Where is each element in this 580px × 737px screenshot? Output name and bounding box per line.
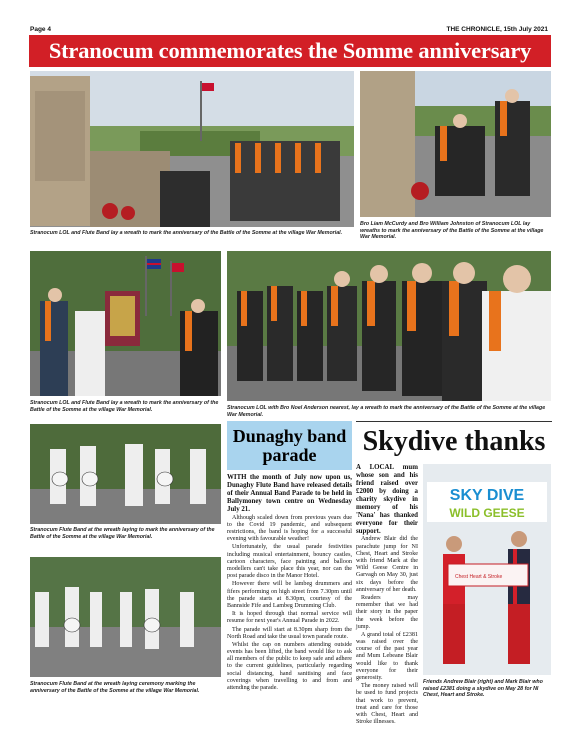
skydive-title: Skydive thanks: [362, 426, 546, 457]
dunaghy-title-box: [227, 421, 352, 470]
skydive-para: The money raised will be used to fund projects that work to prevent, treat and care for those with Chest, Heart and Stroke illnesses.: [356, 683, 418, 726]
dunaghy-para: It is hoped through that normal service will resume for next year's Annual Parade in 2022.: [227, 611, 352, 625]
caption-3: Stranocum LOL and Flute Band lay a wreath to mark the anniversary of the Battle of the Somme at the village War Memorial.: [30, 400, 219, 413]
masthead: THE CHRONICLE, 15th July 2021: [446, 26, 548, 33]
photo-lol-line: [227, 251, 551, 401]
photo-skydive-cheque: [423, 464, 551, 675]
caption-6: Stranocum Flute Band at the wreath laying ceremony marking the anniversary of the Battle of the Somme at the village War Memorial.: [30, 681, 200, 694]
photo-band-banner: [30, 251, 221, 396]
photo-flute-band-ceremony: [30, 557, 221, 677]
dunaghy-para: Whilst the cap on numbers attending outside events has been lifted, the band would like to ask all members of the public to keep safe and adhere to the current guidelines, particularly regarding social distancing, hand sanitising and face coverings when travelling to and from and attending the parade.: [227, 641, 352, 691]
skydive-title-box: [356, 423, 552, 461]
caption-4: Stranocum LOL with Bro Noel Anderson nearest, lay a wreath to mark the anniversary of the Battle of the Somme at the village War Memorial.: [227, 405, 546, 418]
photo-memorial-wreath: [30, 71, 354, 227]
dunaghy-para: The parade will start at 8.30pm sharp from the North Road and take the usual town parade route.: [227, 626, 352, 640]
skydive-para: Readers may remember that we had their story in the paper the week before the jump.: [356, 594, 418, 630]
skydive-lead: A LOCAL mum whose son and his friend raised over £2000 by doing a charity skydive in memory of his 'Nana' has thanked everyone for their support.: [356, 464, 418, 535]
dunaghy-para: Unfortunately, the usual parade festivities including musical entertainment, bouncy castles, cartoon characters, face painting and balloon modellers can't take place this year, nor can the post parade disco in the Manor Hotel.: [227, 544, 352, 580]
photo-flute-band: [30, 424, 221, 524]
caption-7: Friends Andrew Blair (right) and Mark Blair who raised £2381 doing a skydive on May 28 for NI Chest, Heart and Stroke.: [423, 679, 543, 699]
caption-5: Stranocum Flute Band at the wreath laying to mark the anniversary of the Battle of the Somme at the village War Memorial.: [30, 527, 215, 540]
sign-line-2: WILD GEESE: [449, 506, 525, 520]
dunaghy-para: Although scaled down from previous years due to the Covid 19 pandemic, and subsequent restrictions, the band is hoping for a successful evening with favourable weather!: [227, 514, 352, 543]
caption-2: Bro Liam McCurdy and Bro William Johnston of Stranocum LOL lay wreaths to mark the anniversary of the Battle of the Somme at the village War Memorial.: [360, 221, 544, 241]
dunaghy-lead: WITH the month of July now upon us, Dunaghy Flute Band have released details of their Annual Band Parade to be held in Ballymoney town centre on Wednesday July 21.: [227, 474, 352, 513]
caption-1: Stranocum LOL and Flute Band lay a wreath to mark the anniversary of the Battle of the Somme at the village War Memorial.: [30, 230, 343, 236]
cheque-label: Chest Heart & Stroke: [455, 574, 503, 580]
skydive-para: A grand total of £2381 was raised over the course of the past year and Mum Lebeane Blair would like to thank everyone for their generosity.: [356, 631, 418, 681]
dunaghy-article: [227, 474, 352, 693]
sign-line-1: SKY DIVE: [449, 487, 525, 504]
dunaghy-title: Dunaghy band parade: [232, 426, 347, 465]
skydive-para: Andrew Blair did the parachute jump for NI Chest, Heart and Stroke with friend Mark at the Wild Geese Centre in Garvagh on May 30, just six days before the anniversary of her death.: [356, 536, 418, 593]
page-number: Page 4: [30, 26, 51, 33]
headline: Stranocum commemorates the Somme anniversary: [48, 38, 532, 63]
skydive-article: [356, 464, 418, 727]
divider: [356, 421, 552, 422]
headline-banner: [29, 35, 551, 67]
photo-two-men-wreaths: [360, 71, 551, 217]
dunaghy-para: However there will be lambeg drummers and fifers performing on high street from 7.30pm until the parade starts at 8.30pm, courtesy of the Bannside Fife and Lambeg Drumming Club.: [227, 581, 352, 609]
